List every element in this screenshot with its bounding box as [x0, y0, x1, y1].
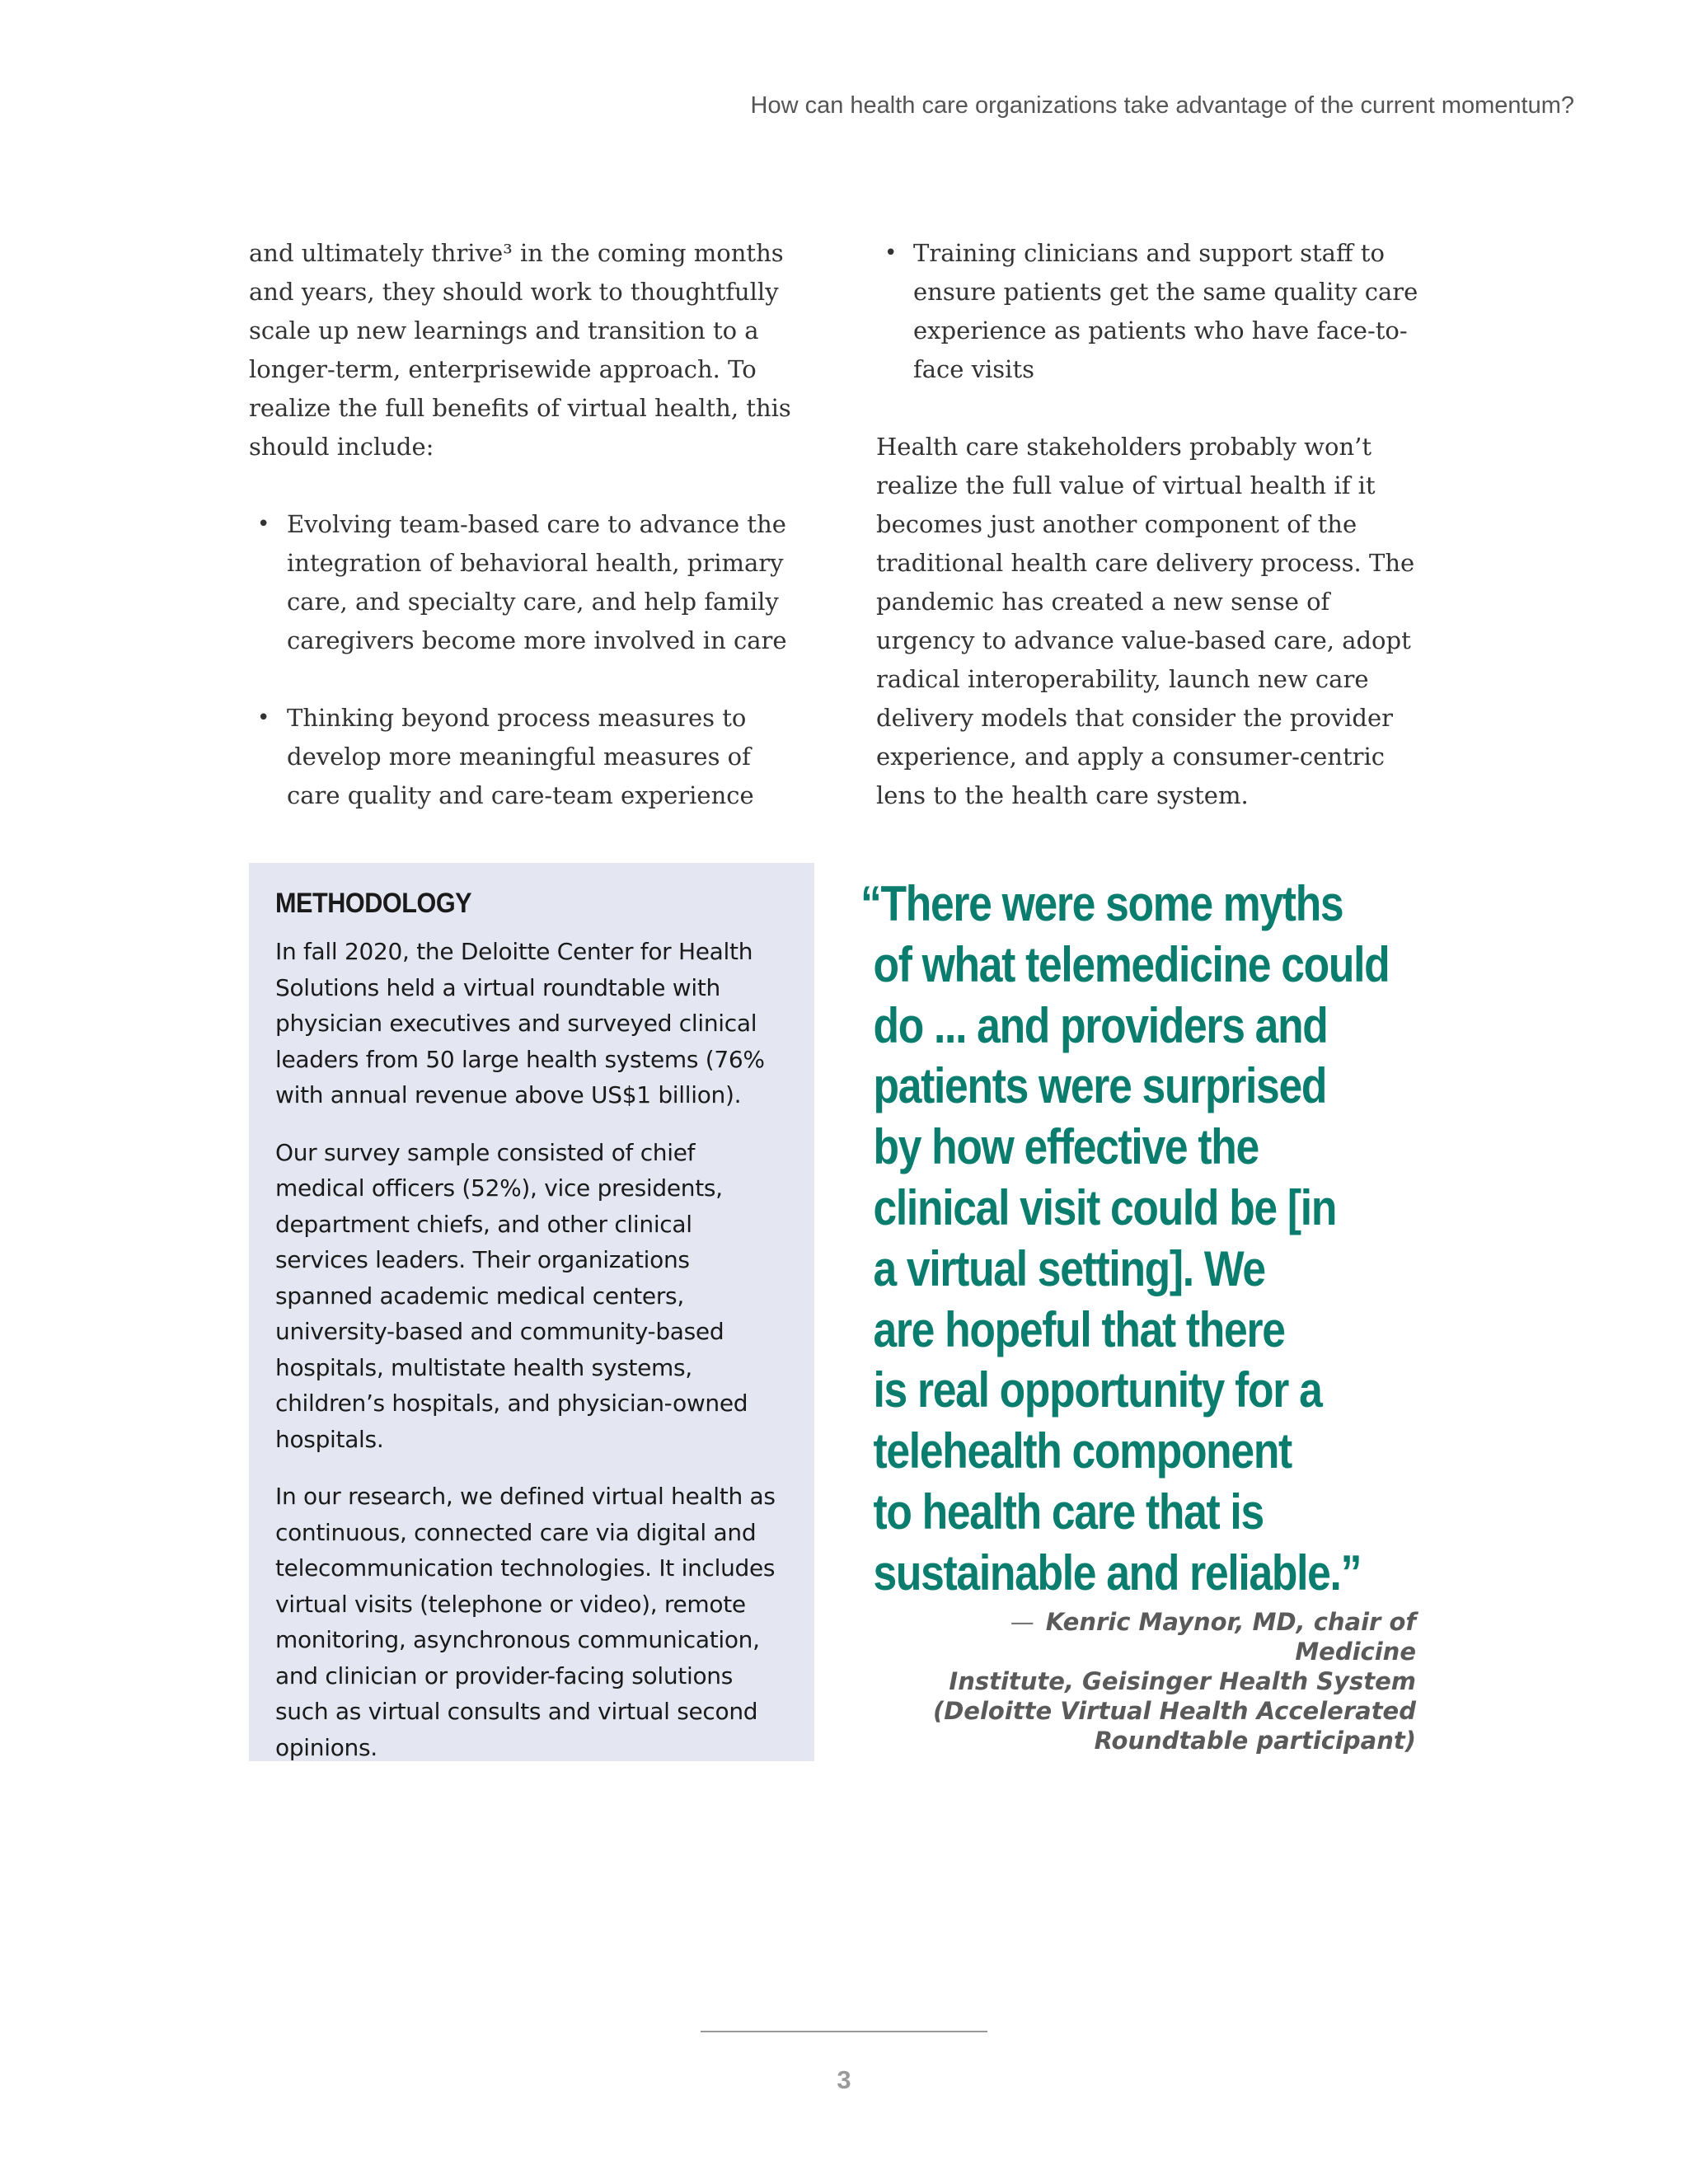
quote-line: clinical visit could be [in [873, 1179, 1337, 1235]
quote-line: patients were surprised [873, 1058, 1327, 1114]
pull-quote [860, 874, 1437, 1604]
right-bullet-list [876, 234, 1428, 389]
quote-line: to health care that is [873, 1483, 1264, 1540]
attribution-line: (Deloitte Virtual Health Accelerated [932, 1697, 1416, 1725]
methodology-paragraph: In fall 2020, the Deloitte Center for Health Solutions held a virtual roundtable with physician executives and surveyed clinical leaders from 50 large health systems (76% with annual revenue above US$1 billion). [275, 938, 765, 1108]
list-item: • Training clinicians and support staff to ensure patients get the same quality care experience as patients who have face-to-face visits [876, 234, 1428, 389]
quote-line: a virtual setting]. We [873, 1240, 1265, 1296]
list-item: • Evolving team-based care to advance the integration of behavioral health, primary care, and specialty care, and help family caregivers become more involved in care [249, 505, 801, 660]
methodology-paragraph: In our research, we defined virtual health as continuous, connected care via digital and telecommunication technologies. It includes virtual visits (telephone or video), remote monitoring, asynchronous communication, and clinician or provider-facing solutions such as virtual consults and virtual second opinions. [275, 1483, 776, 1761]
quote-line: do ... and providers and [873, 997, 1328, 1053]
methodology-paragraph: Our survey sample consisted of chief medical officers (52%), vice presidents, department chiefs, and other clinical services leaders. Their organizations spanned academic medical centers, university-based and community-based hospitals, multistate health systems, children’s hospitals, and physician-owned hospitals. [275, 1138, 748, 1453]
quote-attribution [898, 1607, 1416, 1755]
quote-line: sustainable and reliable.” [873, 1544, 1362, 1601]
left-column [249, 234, 801, 815]
quote-line: of what telemedicine could [873, 936, 1390, 992]
list-item: • Thinking beyond process measures to develop more meaningful measures of care quality and care-team experience [249, 699, 801, 815]
attribution-line: Institute, Geisinger Health System [949, 1667, 1416, 1695]
intro-paragraph: and ultimately thrive³ in the coming months and years, they should work to thoughtfully scale up new learnings and transition to a longer-term, enterprisewide approach. To realize the full benefits of virtual health, this should include: [249, 239, 791, 461]
quote-line: are hopeful that there [873, 1301, 1285, 1357]
running-header: How can health care organizations take advantage of the current momentum? [750, 92, 1574, 119]
quote-line: telehealth component [873, 1423, 1292, 1479]
footer-divider [701, 2031, 987, 2032]
em-dash: — [1010, 1608, 1034, 1636]
methodology-sidebar [249, 863, 814, 1761]
attribution-line: Roundtable participant) [1094, 1727, 1416, 1755]
right-column [876, 234, 1428, 815]
page-number: 3 [837, 2065, 851, 2094]
attribution-text: Kenric Maynor, MD, chair of Medicine [1045, 1608, 1416, 1666]
quote-line: is real opportunity for a [873, 1362, 1322, 1418]
quote-line: by how effective the [873, 1119, 1259, 1175]
left-bullet-list [249, 505, 801, 815]
body-paragraph: Health care stakeholders probably won’t realize the full value of virtual health if it becomes just another component of the traditional health care delivery process. The pandemic has created a new sense of urgency to advance value-based care, adopt radical interoperability, launch new care delivery models that consider the provider experience, and apply a consumer-centric lens to the health care system. [876, 433, 1415, 809]
quote-line: “There were some myths [860, 876, 1343, 931]
methodology-title: METHODOLOGY [275, 888, 472, 919]
attribution-line [898, 1607, 1416, 1666]
